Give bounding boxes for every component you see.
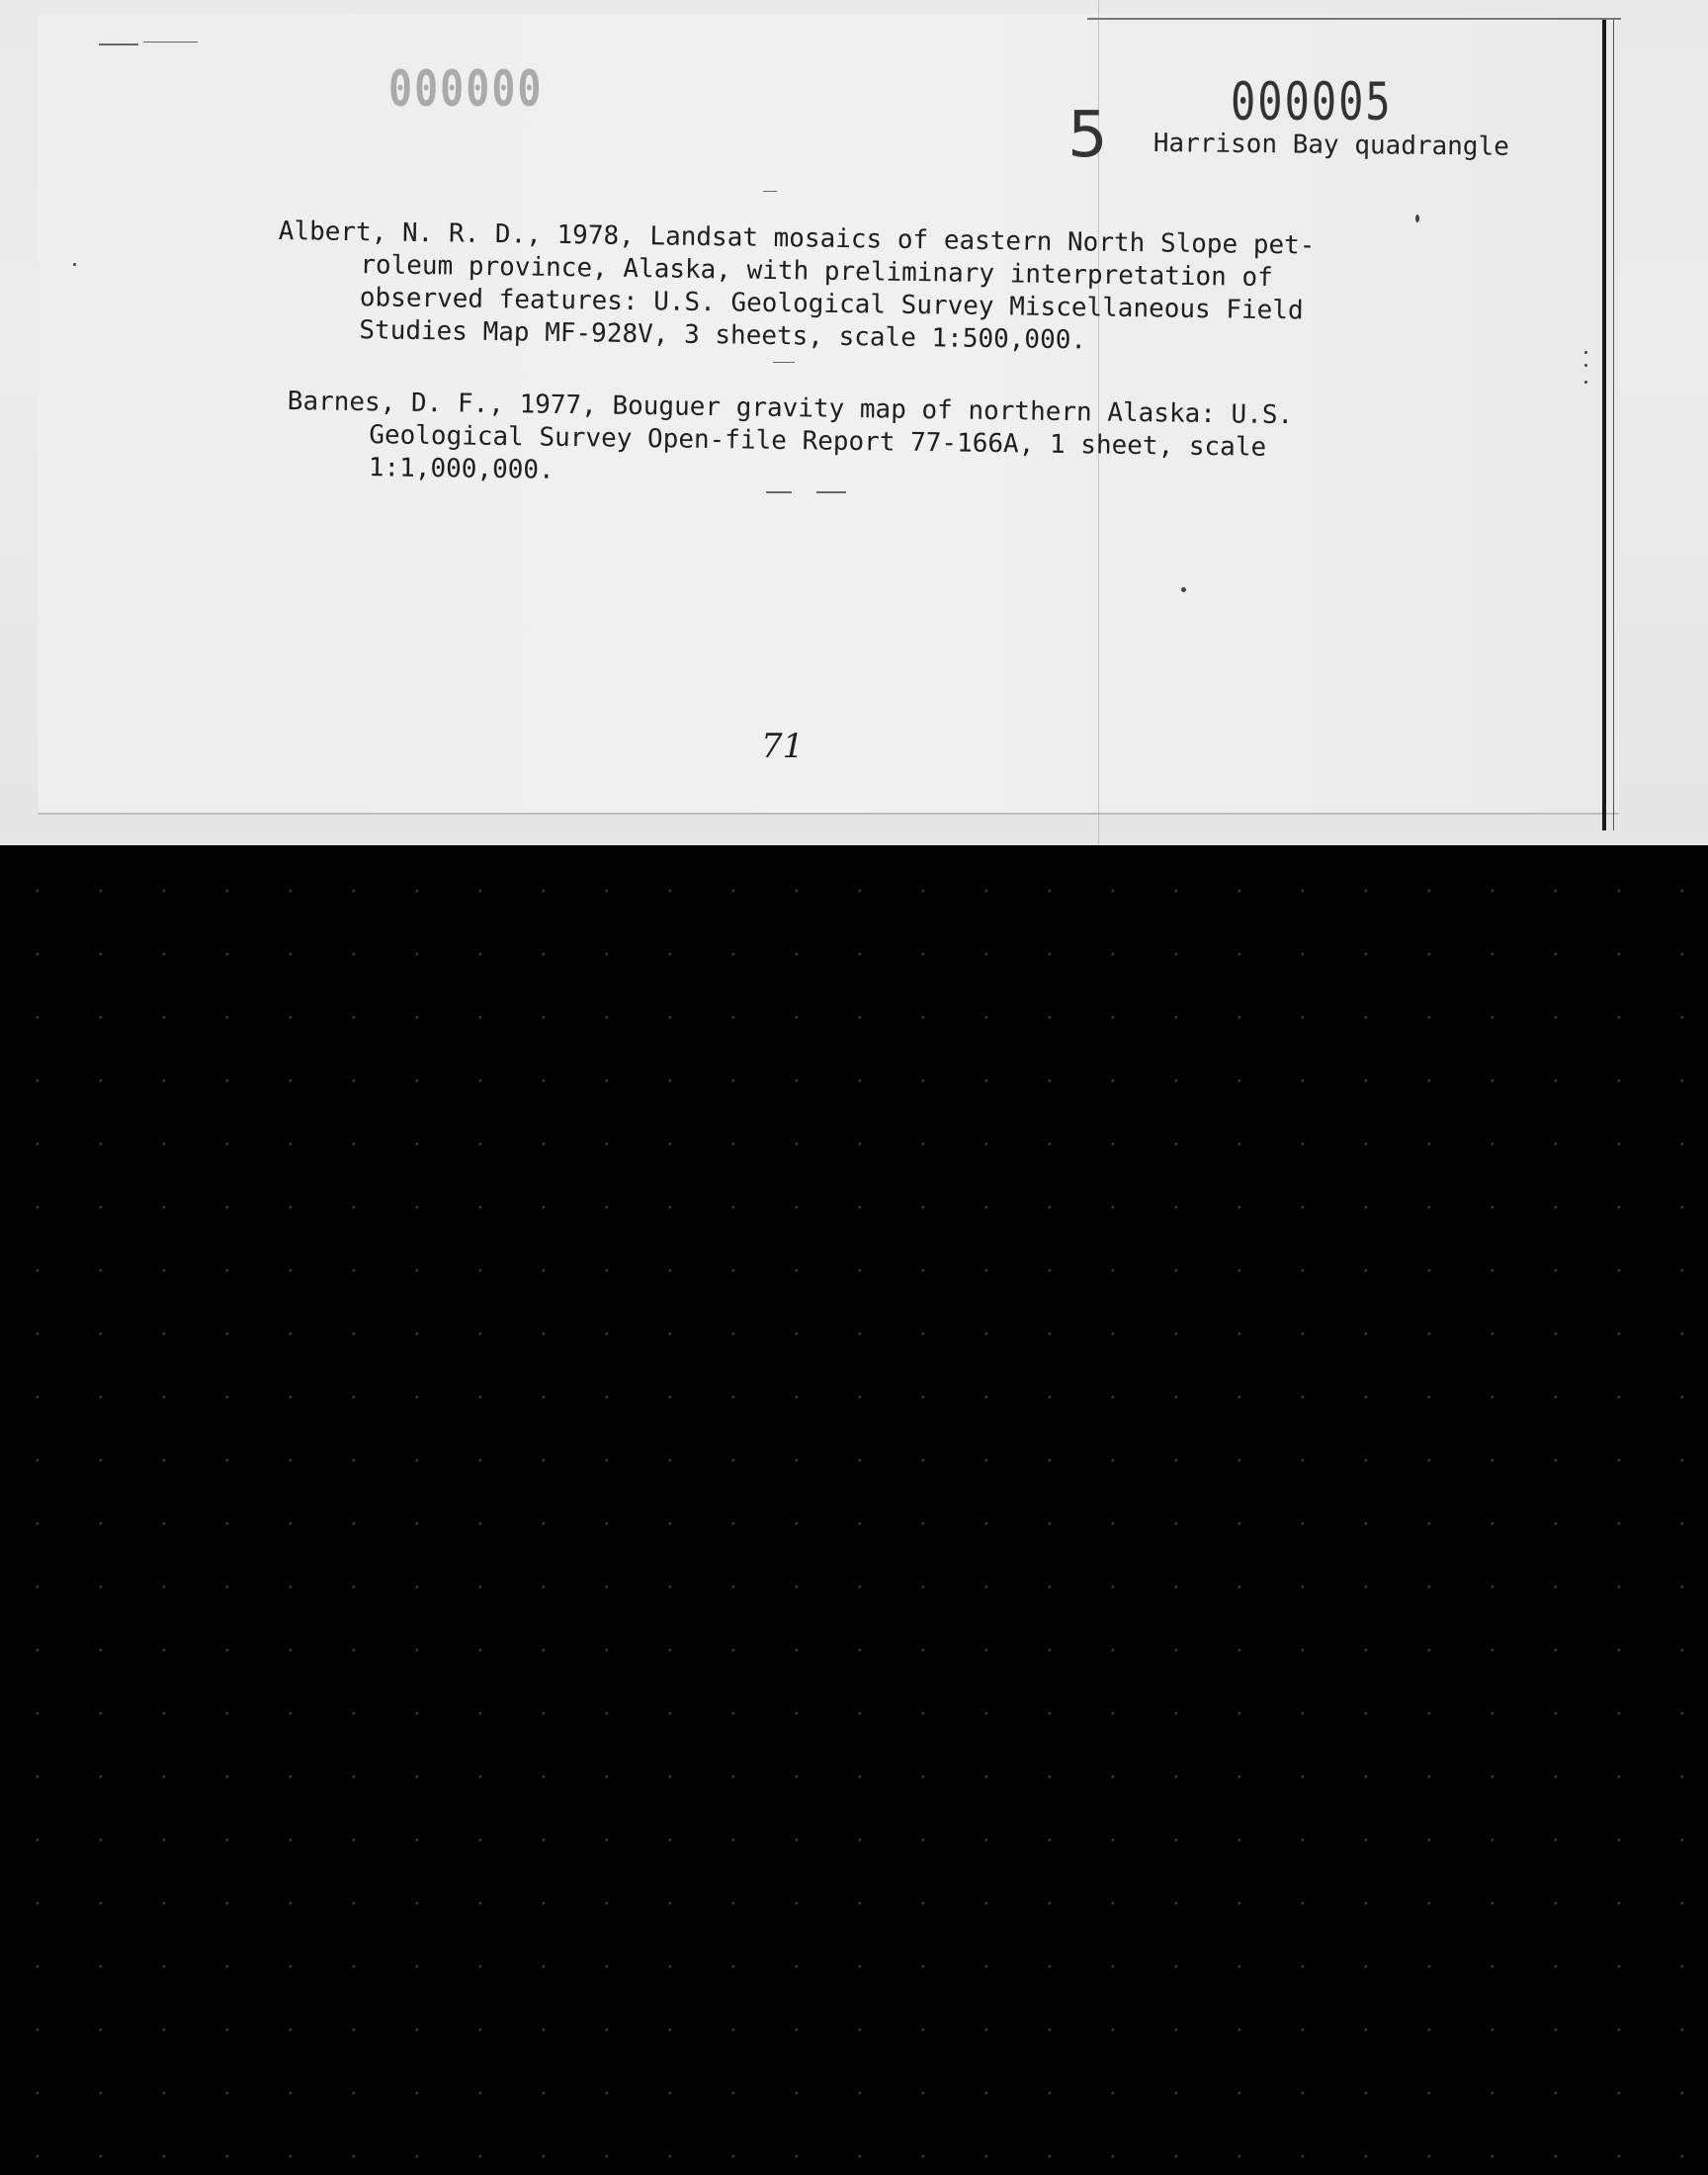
reference-line: Studies Map MF-928V, 3 sheets, scale 1:500,000. xyxy=(359,315,1087,356)
reference-line: observed features: U.S. Geological Survey Miscellaneous Field xyxy=(359,283,1304,326)
speck xyxy=(73,263,76,266)
mark-dash xyxy=(763,191,777,192)
mark-dash xyxy=(816,491,846,493)
card-right-edge-shadow xyxy=(1613,20,1614,830)
mark-dash xyxy=(99,44,138,45)
mark-dash xyxy=(766,491,792,493)
handwritten-page-number: 71 xyxy=(761,727,805,766)
reference-line: roleum province, Alaska, with preliminary interpretation of xyxy=(360,250,1273,294)
card-top-edge xyxy=(1087,18,1621,20)
reference-entry xyxy=(287,386,1294,497)
speck xyxy=(1584,351,1587,354)
reference-entry xyxy=(277,216,1316,361)
card-right-edge xyxy=(1602,20,1606,830)
speck xyxy=(1584,364,1587,367)
speck xyxy=(1584,381,1587,384)
mark-dash xyxy=(143,42,198,43)
faded-stamp-number: 000000 xyxy=(388,61,544,119)
speck xyxy=(1181,587,1186,592)
reference-line: Barnes, D. F., 1977, Bouguer gravity map of northern Alaska: U.S. xyxy=(287,386,1294,431)
quadrangle-title: Harrison Bay quadrangle xyxy=(1153,129,1510,162)
mark-dash xyxy=(773,362,795,363)
index-card xyxy=(0,0,1708,845)
reference-line: Geological Survey Open-file Report 77-166A, 1 sheet, scale xyxy=(369,420,1267,463)
speck xyxy=(1415,215,1419,222)
reference-line: 1:1,000,000. xyxy=(368,453,555,485)
stamp-number: 000005 xyxy=(1231,71,1393,132)
card-number: 5 xyxy=(1068,99,1108,172)
dotted-background xyxy=(0,845,1708,2175)
reference-line: Albert, N. R. D., 1978, Landsat mosaics of eastern North Slope pet- xyxy=(278,216,1316,261)
